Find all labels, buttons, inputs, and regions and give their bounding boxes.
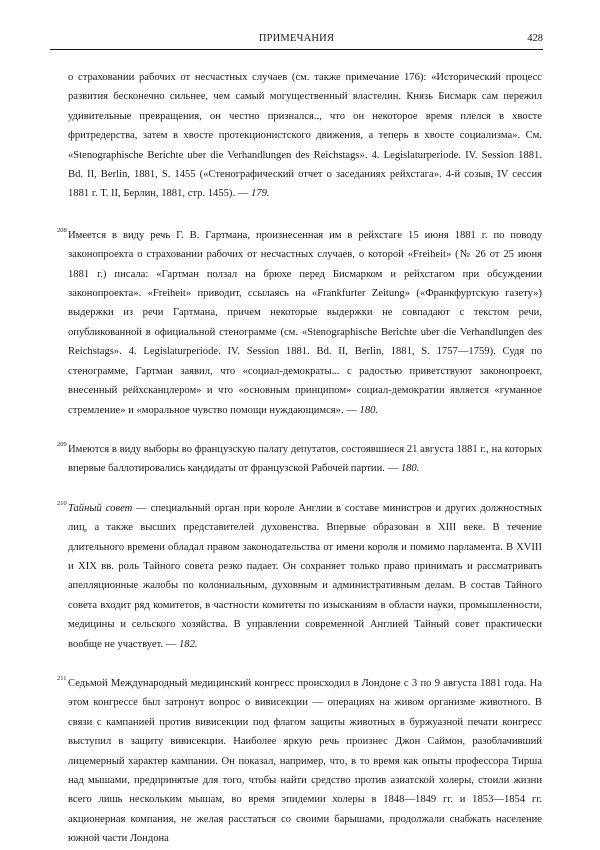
page-reference: 180.	[400, 463, 420, 475]
running-header-title: ПРИМЕЧАНИЯ	[258, 33, 335, 44]
page-reference: 179.	[251, 188, 270, 200]
page-reference: 182.	[178, 638, 198, 650]
continued-note-207	[68, 68, 542, 204]
note-number: 208	[57, 226, 67, 234]
note-term: Тайный совет	[68, 502, 133, 514]
notes-body	[57, 68, 542, 849]
page-reference: 180.	[359, 404, 379, 416]
page-number: 428	[527, 33, 543, 44]
note-210	[57, 499, 542, 654]
note-text: о страховании рабочих от несчастных случаев (см. также примечание 176): «Исторический процесс развития бесконечно сильнее, чем самый могущественный властелин. Князь Бисмарк сам пережил удивительные превращения, он честно признался.., что он некоторое время плелся в хвосте фритредерства, затем в хвосте протекционистского движения, а теперь в хвосте социализма». См. «Stenographische Berichte uber die Verhandlungen des Reichstags». 4. Legislaturperiode. IV. Session 1881. Bd. II, Berlin, 1881, S. 1455 («Стенографический отчет о заседаниях рейхстага». 4-й созыв, IV сессия 1881 г. Т. II, Берлин, 1881, стр. 1455). —	[68, 72, 542, 200]
note-text: — специальный орган при короле Англии в составе министров и других должностных лиц, а также высших представителей духовенства. Впервые образован в XIII веке. В течение длительного времени обладал правом законодательства от имени короля и помимо парламента. В XVIII и XIX вв. роль Тайного совета резко падает. Он сохраняет только право принимать и рассматривать апелляционные жалобы по колониальным, духовным и административным делам. В состав Тайного совета входит ряд комитетов, в частности комитеты по изысканиям в области науки, промышленности, медицины и сельского хозяйства. В управлении современной Англией Тайный совет практически вообще не участвует. —	[68, 502, 542, 650]
note-209	[57, 440, 542, 479]
note-211	[57, 674, 542, 849]
running-header	[50, 32, 543, 50]
note-number: 210	[57, 499, 67, 507]
note-text: Имеются в виду выборы во французскую палату депутатов, состоявшиеся 21 августа 1881 г., на которых впервые баллотировались кандидаты от французской Рабочей партии. —	[68, 443, 542, 475]
note-number: 209	[57, 440, 67, 448]
note-number: 211	[57, 674, 67, 682]
note-text: Седьмой Международный медицинский конгресс происходил в Лондоне с 3 по 9 августа 1881 года. На этом конгрессе был затронут вопрос о вивисекции — операциях на живом организме животного. В связи с кампанией против вивисекции под флагом защиты животных в буржуазной печати конгресс выступил в защиту вивисекции. Наиболее яркую речь произнес Джон Саймон, разоблачивший лицемерный характер кампании. Он показал, например, что, в то время как опыты профессора Тирша над мышами, предпринятые для того, чтобы найти средство против азиатской холеры, стоили жизни всего лишь нескольким мышам, во время эпидемии холеры в 1848—1849 гг. и 1853—1854 гг. акционерная компания, не желая расстаться со своими барышами, продолжали снабжать население южной части Лондона	[68, 677, 542, 845]
note-text: Имеется в виду речь Г. В. Гартмана, произнесенная им в рейхстаге 15 июня 1881 г. по поводу законопроекта о страховании рабочих от несчастных случаев, о которой «Freiheit» (№ 26 от 25 июня 1881 г.) писала: «Гартман ползал на брюхе перед Бисмарком и рейхстагом при обсуждении законопроекта». «Freiheit» приводит, ссылаясь на «Frankfurter Zeitung» («Франкфуртскую газету») выдержки из речи Гартмана, причем некоторые выдержки не совпадают с текстом речи, опубликованной в официальной стенограмме (см. «Stenographische Berichte uber die Verhandlungen des Reichstags». 4. Legislaturperiode. IV. Session 1881. Bd. II, Berlin, 1881, S. 1757—1759). Судя по стенограмме, Гартман заявил, что «социал-демократы... с радостью приветствуют законопроект, внесенный рейхсканцлером» и что «основным принципом» социал-демократии является «гуманное стремление» и «моральное чувство помощи нуждающимся». —	[68, 229, 542, 416]
note-208	[57, 226, 542, 420]
